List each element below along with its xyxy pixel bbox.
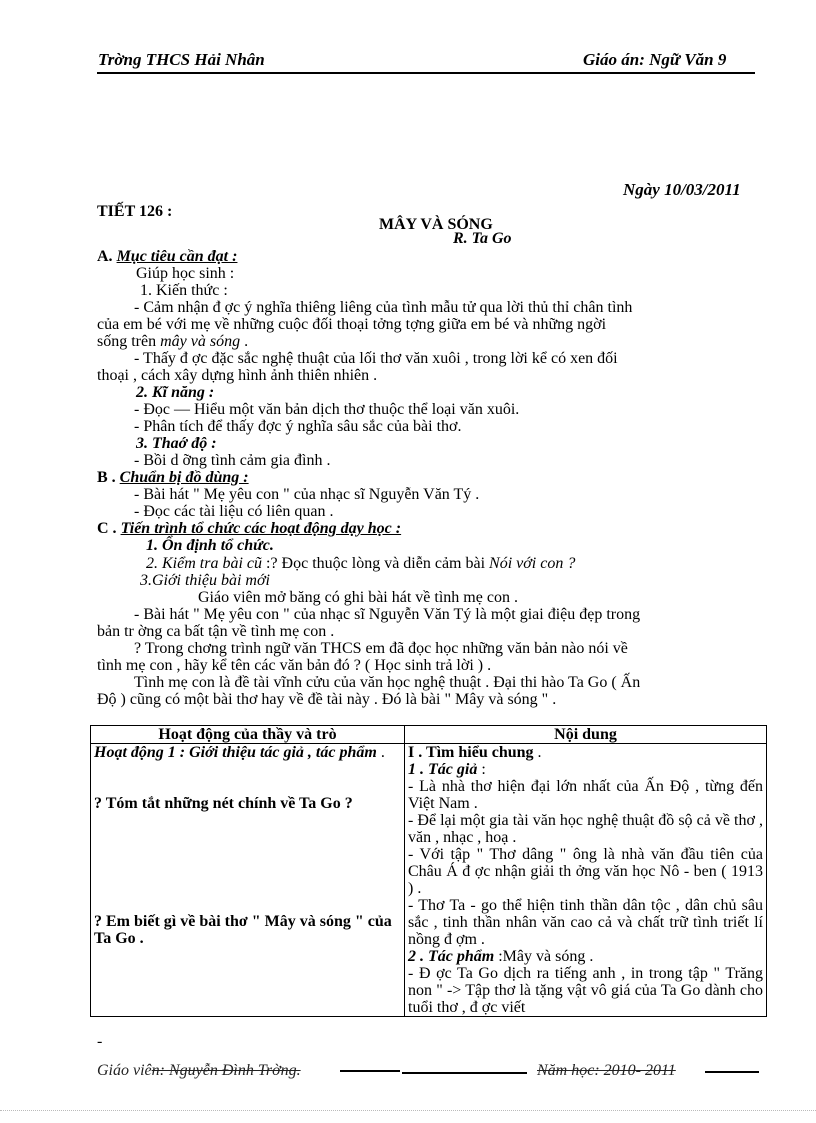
intro-paragraph-2-line-1: - Bài hát " Mẹ yêu con " của nhạc sĩ Nguyễn Văn Tý là một giai điệu đẹp trong (134, 606, 641, 623)
poem-author: R. Ta Go (453, 230, 512, 247)
subject-label: Giáo án: Ngữ Văn 9 (583, 50, 727, 69)
intro-paragraph-2-line-2: bản tr ờng ca bất tận về tình mẹ con . (97, 623, 335, 640)
footer-rule-2 (402, 1072, 527, 1074)
activity-1-title: Hoạt động 1 : Giới thiệu tác giả , tác phẩm (94, 744, 377, 761)
header-rule (97, 72, 755, 74)
step-2-poem: Nói với con ? (489, 555, 576, 572)
step-2 (146, 555, 575, 572)
section-c-title: Tiến trình tổ chức các hoạt động dạy học : (120, 520, 402, 537)
author-point-4: - Thơ Ta - go thể hiện tinh thần dân tộc , dân chủ sâu sắc , tinh thần nhân văn cao cả và chất trữ tình triết lí nồng đ ợm . (408, 897, 763, 948)
intro-paragraph-3-line-2: tình mẹ con , hãy kể tên các văn bản đó ? ( Học sinh trả lời ) . (97, 657, 492, 674)
prep-line-1: - Bài hát " Mẹ yêu con " của nhạc sĩ Nguyễn Văn Tý . (134, 486, 480, 503)
date-value: 10/03/2011 (664, 180, 741, 199)
table-row (91, 744, 767, 1017)
author-point-2: - Để lại một gia tài văn học nghệ thuật đồ sộ cả về thơ , văn , nhạc , hoạ . (408, 812, 763, 846)
author-heading (408, 761, 763, 778)
table-header-row (91, 726, 767, 744)
poem-title: MÂY VÀ SÓNG (379, 216, 493, 233)
intro-paragraph-4-line-2: Độ ) cũng có một bài thơ hay về đề tài này . Đó là bài " Mây và sóng " . (97, 691, 557, 708)
activity-1 (94, 744, 401, 761)
section-b-heading (97, 469, 249, 486)
knowledge-line-3 (97, 333, 248, 350)
intro-paragraph-1: Giáo viên mở băng có ghi bài hát về tình mẹ con . (198, 589, 518, 606)
section-a-heading (97, 248, 237, 265)
activities-cell (91, 744, 405, 1017)
footer-rule-1 (340, 1070, 400, 1072)
content-heading-dot: . (533, 744, 542, 761)
footer-teacher-name: n: Nguyễn Đình Trờng. (151, 1062, 301, 1079)
author-heading-colon: : (477, 761, 486, 778)
section-a-title: Mục tiêu cần đạt : (116, 248, 238, 265)
knowledge-line-1: - Cảm nhận đ ợc ý nghĩa thiêng liêng của tình mẫu tử qua lời thủ thỉ chân tình (134, 299, 633, 316)
content-cell (405, 744, 767, 1017)
date-label: Ngày (623, 180, 660, 199)
section-c-heading (97, 520, 401, 537)
section-b-title: Chuẩn bị đồ dùng : (119, 469, 249, 486)
date-line (623, 180, 741, 200)
stray-dash: - (97, 1033, 103, 1050)
work-point-1: - Đ ợc Ta Go dịch ra tiếng anh , in trong tập " Trăng non " -> Tập thơ là tặng vật vô giá của Ta Go dành cho tuổi thơ , đ ợc viết (408, 965, 763, 1016)
content-heading (408, 744, 763, 761)
section-b-letter: B . (97, 469, 116, 486)
spacer (94, 761, 401, 795)
skills-heading: 2. Kĩ năng : (136, 384, 215, 401)
section-c-letter: C . (97, 520, 117, 537)
prep-line-2: - Đọc các tài liệu có liên quan . (134, 503, 334, 520)
footer-year: Năm học: 2010- 2011 (537, 1062, 676, 1079)
spacer (94, 812, 401, 913)
intro-paragraph-3-line-1: ? Trong chơng trình ngữ văn THCS em đã đọc học những văn bản nào nói về (134, 640, 628, 657)
skill-line-2: - Phân tích để thấy đợc ý nghĩa sâu sắc của bài thơ. (134, 418, 462, 435)
skill-line-1: - Đọc — Hiểu một văn bản dịch thơ thuộc thể loại văn xuôi. (134, 401, 520, 418)
lesson-table (90, 725, 767, 1017)
work-heading-rest: :Mây và sóng . (494, 948, 594, 965)
col-activities-header: Hoạt động của thầy và trò (91, 726, 405, 744)
step-1: 1. Ổn định tổ chức. (146, 537, 274, 554)
author-point-1: - Là nhà thơ hiện đại lớn nhất của Ấn Độ , từng đến Việt Nam . (408, 778, 763, 812)
knowledge-line-5: thoại , cách xây dựng hình ảnh thiên nhiên . (97, 367, 378, 384)
work-heading (408, 948, 763, 965)
question-1: ? Tóm tắt những nét chính về Ta Go ? (94, 795, 353, 812)
intro-paragraph-4-line-1: Tình mẹ con là đề tài vĩnh cửu của văn học nghệ thuật . Đại thi hào Ta Go ( Ấn (134, 674, 641, 691)
question-2: ? Em biết gì về bài thơ " Mây và sóng " của Ta Go . (94, 913, 392, 947)
footer-rule-3 (705, 1071, 759, 1073)
knowledge-line-3-prefix: sống trên (97, 333, 161, 350)
knowledge-heading: 1. Kiến thức : (140, 282, 228, 299)
step-2-italic: 2. Kiểm tra bài cũ (146, 555, 262, 572)
col-content-header: Nội dung (405, 726, 767, 744)
author-point-3: - Với tập " Thơ dâng " ông là nhà văn đầu tiên của Châu Á đ ợc nhận giải th ởng văn học Nô - ben ( 1913 ) . (408, 846, 763, 897)
footer-teacher-label: Giáo viê (97, 1062, 152, 1079)
page-edge (0, 1110, 816, 1111)
school-name: Trờng THCS Hải Nhân (98, 50, 265, 69)
attitude-line-1: - Bồi d ỡng tình cảm gia đình . (134, 452, 331, 469)
intro-text: Giúp học sinh : (136, 265, 235, 282)
step-3: 3.Giới thiệu bài mới (140, 572, 270, 589)
content-heading-text: I . Tìm hiểu chung (408, 744, 534, 761)
author-heading-text: 1 . Tác giả (408, 761, 478, 778)
work-heading-text: 2 . Tác phẩm (408, 948, 495, 965)
footer-teacher (97, 1062, 301, 1080)
knowledge-line-2: của em bé với mẹ về những cuộc đối thoại tởng tợng giữa em bé và những ngời (97, 316, 607, 333)
knowledge-line-3-suffix: . (240, 333, 249, 350)
knowledge-line-3-italic: mây và sóng (160, 333, 241, 350)
section-a-letter: A. (97, 248, 113, 265)
period-label: TIẾT 126 : (97, 203, 173, 220)
step-2-text: :? Đọc thuộc lòng và diễn cảm bài (262, 555, 490, 572)
knowledge-line-4: - Thấy đ ợc đặc sắc nghệ thuật của lối thơ văn xuôi , trong lời kể có xen đối (134, 350, 618, 367)
attitude-heading: 3. Thaớ độ : (136, 435, 217, 452)
activity-1-dot: . (376, 744, 385, 761)
